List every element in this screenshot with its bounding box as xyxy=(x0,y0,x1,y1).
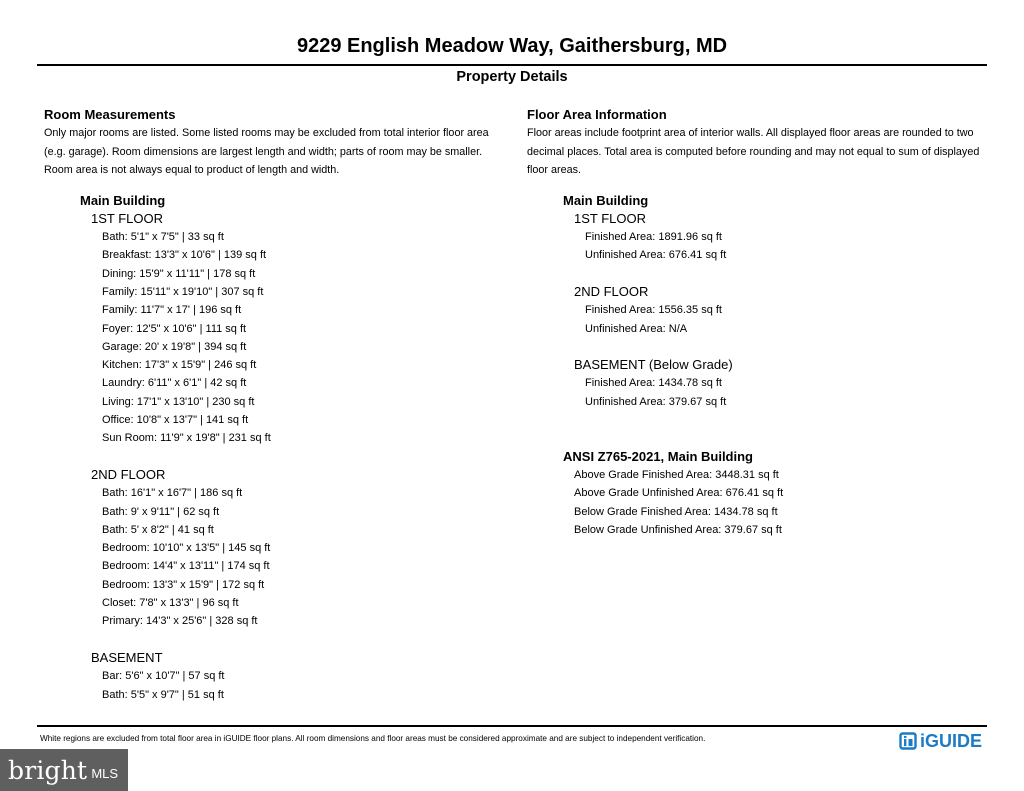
floor-heading: 2ND FLOOR xyxy=(91,466,166,482)
room-entry: Closet: 7'8" x 13'3" | 96 sq ft xyxy=(102,597,239,610)
room-entry: Bedroom: 13'3" x 15'9" | 172 sq ft xyxy=(102,578,265,591)
brand-name: iGUIDE xyxy=(920,730,983,751)
room-entry: Breakfast: 13'3" x 10'6" | 139 sq ft xyxy=(102,249,267,262)
room-entry: Bath: 5' x 8'2" | 41 sq ft xyxy=(102,523,214,536)
room-entry: Family: 11'7" x 17' | 196 sq ft xyxy=(102,304,242,317)
description-line: decimal places. Total area is computed before rounding and may not equal to sum of displayed xyxy=(527,145,980,158)
ansi-entry: Below Grade Unfinished Area: 379.67 sq ft xyxy=(574,523,782,536)
room-measurements-section xyxy=(44,106,504,704)
watermark-suffix: MLS xyxy=(91,765,119,781)
area-entry: Finished Area: 1556.35 sq ft xyxy=(585,304,722,317)
room-entry: Bath: 5'1" x 7'5" | 33 sq ft xyxy=(102,231,224,244)
room-list xyxy=(44,192,504,704)
room-entry: Office: 10'8" x 13'7" | 141 sq ft xyxy=(102,414,249,427)
description-line: floor areas. xyxy=(527,164,582,176)
floor-spacer xyxy=(44,448,504,466)
building-heading: Main Building xyxy=(563,192,649,208)
floor-heading: 2ND FLOOR xyxy=(574,283,649,299)
floor-spacer xyxy=(527,265,997,283)
room-entry: Bath: 9' x 9'11" | 62 sq ft xyxy=(102,505,220,518)
room-entry: Dining: 15'9" x 11'11" | 178 sq ft xyxy=(102,267,256,280)
room-entry: Laundry: 6'11" x 6'1" | 42 sq ft xyxy=(102,377,247,390)
page-title: 9229 English Meadow Way, Gaithersburg, MD xyxy=(296,35,728,57)
ansi-entry: Above Grade Finished Area: 3448.31 sq ft xyxy=(574,468,779,481)
description-line: Floor areas include footprint area of interior walls. All displayed floor areas are rounded to two xyxy=(527,127,974,139)
floor-heading: BASEMENT (Below Grade) xyxy=(574,357,733,373)
room-entry: Living: 17'1" x 13'10" | 230 sq ft xyxy=(102,395,255,408)
building-heading: Main Building xyxy=(80,192,166,208)
footer-disclaimer: White regions are excluded from total floor area in iGUIDE floor plans. All room dimensions and floor areas must be considered approximate and are subject to independent verification. xyxy=(40,734,706,743)
ansi-heading: ANSI Z765-2021, Main Building xyxy=(563,448,753,464)
room-entry: Bar: 5'6" x 10'7" | 57 sq ft xyxy=(102,670,225,683)
area-entry: Unfinished Area: 379.67 sq ft xyxy=(585,395,727,408)
section-spacer xyxy=(527,429,997,447)
title-rule xyxy=(37,64,987,66)
iguide-logo xyxy=(899,730,982,752)
room-entry: Bedroom: 14'4" x 13'11" | 174 sq ft xyxy=(102,560,270,573)
description-line: Room area is not always equal to product of length and width. xyxy=(44,164,340,176)
ansi-entry: Below Grade Finished Area: 1434.78 sq ft xyxy=(574,505,778,518)
floor-spacer xyxy=(44,631,504,649)
watermark-main: bright xyxy=(8,755,88,785)
area-entry: Finished Area: 1434.78 sq ft xyxy=(585,377,722,390)
floor-heading: 1ST FLOOR xyxy=(91,210,164,226)
room-entry: Garage: 20' x 19'8" | 394 sq ft xyxy=(102,340,247,353)
room-entry: Family: 15'11" x 19'10" | 307 sq ft xyxy=(102,285,264,298)
area-entry: Unfinished Area: N/A xyxy=(585,322,688,335)
area-entry: Finished Area: 1891.96 sq ft xyxy=(585,231,722,244)
floor-area-heading: Floor Area Information xyxy=(527,107,667,122)
ansi-entry: Above Grade Unfinished Area: 676.41 sq ft xyxy=(574,487,784,500)
page-subtitle: Property Details xyxy=(456,69,568,85)
room-entry: Bath: 5'5" x 9'7" | 51 sq ft xyxy=(102,688,224,701)
area-entry: Unfinished Area: 676.41 sq ft xyxy=(585,249,727,262)
room-entry: Sun Room: 11'9" x 19'8" | 231 sq ft xyxy=(102,432,271,445)
room-measurements-description xyxy=(44,124,504,180)
room-entry: Foyer: 12'5" x 10'6" | 111 sq ft xyxy=(102,322,247,335)
section-spacer xyxy=(527,411,997,429)
description-line: Only major rooms are listed. Some listed rooms may be excluded from total interior floor area xyxy=(44,127,489,139)
floor-area-description xyxy=(527,124,997,180)
footer-rule xyxy=(37,725,987,727)
description-line: (e.g. garage). Room dimensions are largest length and width; parts of room may be smaller. xyxy=(44,145,483,158)
room-entry: Primary: 14'3" x 25'6" | 328 sq ft xyxy=(102,615,258,628)
floor-area-section xyxy=(527,106,997,539)
room-entry: Kitchen: 17'3" x 15'9" | 246 sq ft xyxy=(102,359,257,372)
room-entry: Bath: 16'1" x 16'7" | 186 sq ft xyxy=(102,487,243,500)
room-entry: Bedroom: 10'10" x 13'5" | 145 sq ft xyxy=(102,542,271,555)
floor-spacer xyxy=(527,338,997,356)
bright-mls-watermark xyxy=(0,749,128,791)
floor-area-list xyxy=(527,192,997,540)
floor-heading: 1ST FLOOR xyxy=(574,210,647,226)
iguide-mark-icon xyxy=(899,732,917,750)
floor-heading: BASEMENT xyxy=(91,649,163,665)
room-measurements-heading: Room Measurements xyxy=(44,107,176,122)
